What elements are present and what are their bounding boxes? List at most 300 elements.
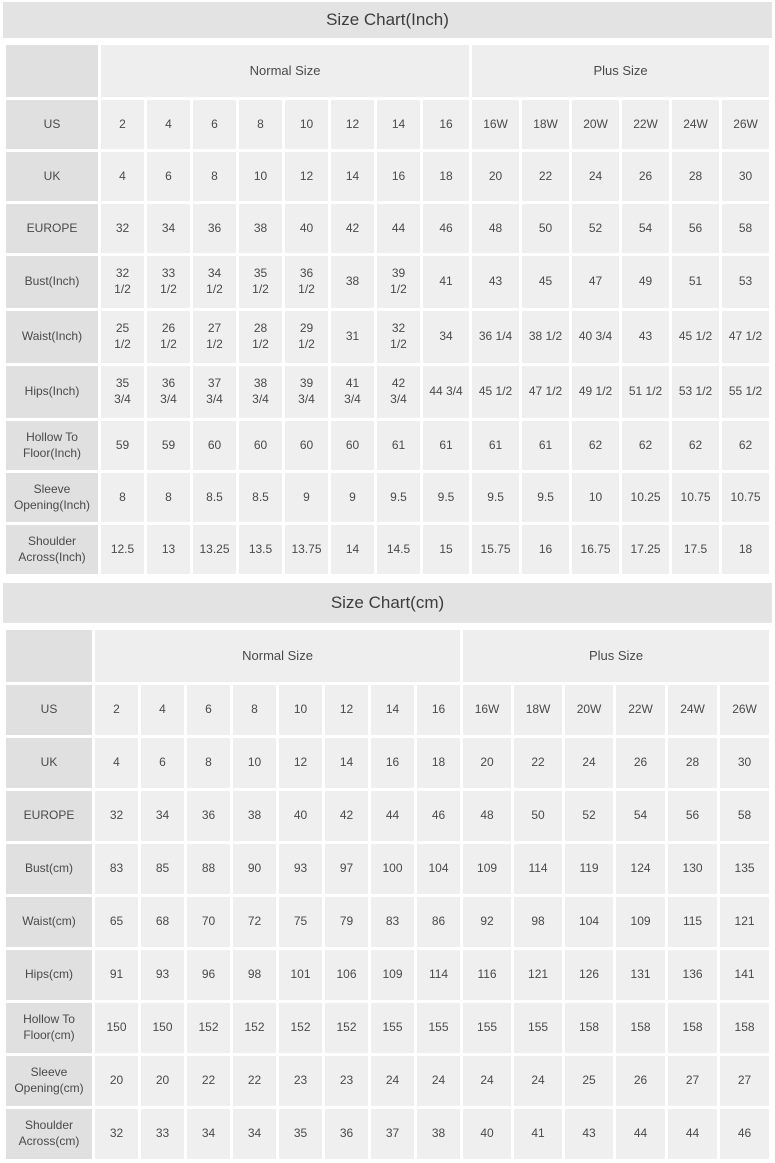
size-value-cell: 32	[101, 204, 144, 253]
size-value-cell: 38	[331, 256, 374, 308]
size-value-cell: 10	[233, 738, 276, 788]
size-value-cell: 109	[616, 897, 665, 947]
size-value-cell: 50	[514, 791, 562, 841]
size-value-cell: 35 3/4	[101, 366, 144, 418]
size-value-cell: 42	[331, 204, 374, 253]
size-value-cell: 9	[331, 473, 374, 522]
size-value-cell: 18W	[514, 685, 562, 735]
row-label: Hollow To Floor(Inch)	[6, 421, 98, 470]
size-value-cell: 59	[101, 421, 144, 470]
size-value-cell: 100	[371, 844, 414, 894]
size-value-cell: 24	[514, 1056, 562, 1106]
size-chart-cm-table	[3, 627, 772, 1162]
size-value-cell: 58	[720, 791, 769, 841]
size-value-cell: 152	[233, 1003, 276, 1053]
size-value-cell: 121	[720, 897, 769, 947]
size-value-cell: 58	[722, 204, 769, 253]
group-header-row	[6, 45, 769, 97]
size-value-cell: 22	[187, 1056, 230, 1106]
size-value-cell: 150	[95, 1003, 138, 1053]
size-value-cell: 24	[572, 152, 619, 201]
corner-cell	[6, 45, 98, 97]
table-row	[6, 152, 769, 201]
size-value-cell: 126	[565, 950, 613, 1000]
size-value-cell: 93	[279, 844, 322, 894]
size-value-cell: 47 1/2	[522, 366, 569, 418]
size-value-cell: 6	[141, 738, 184, 788]
size-value-cell: 30	[722, 152, 769, 201]
size-value-cell: 16	[423, 100, 469, 149]
size-value-cell: 2	[95, 685, 138, 735]
size-value-cell: 10	[239, 152, 282, 201]
table-row	[6, 1003, 769, 1053]
size-value-cell: 13.5	[239, 525, 282, 574]
size-value-cell: 61	[377, 421, 420, 470]
size-value-cell: 98	[233, 950, 276, 1000]
size-value-cell: 86	[417, 897, 460, 947]
size-value-cell: 116	[463, 950, 511, 1000]
size-value-cell: 22	[233, 1056, 276, 1106]
size-value-cell: 32 1/2	[101, 256, 144, 308]
row-label: US	[6, 685, 92, 735]
size-value-cell: 18	[722, 525, 769, 574]
size-value-cell: 155	[514, 1003, 562, 1053]
size-value-cell: 38	[233, 791, 276, 841]
size-value-cell: 9.5	[377, 473, 420, 522]
size-value-cell: 54	[622, 204, 669, 253]
size-value-cell: 8	[101, 473, 144, 522]
size-value-cell: 6	[187, 685, 230, 735]
size-value-cell: 37	[371, 1109, 414, 1159]
size-value-cell: 54	[616, 791, 665, 841]
size-value-cell: 135	[720, 844, 769, 894]
group-header-plus-size: Plus Size	[472, 45, 769, 97]
size-chart-cm-title: Size Chart(cm)	[3, 583, 772, 623]
size-value-cell: 20	[463, 738, 511, 788]
size-value-cell: 109	[463, 844, 511, 894]
size-value-cell: 25	[565, 1056, 613, 1106]
size-value-cell: 155	[463, 1003, 511, 1053]
size-value-cell: 15.75	[472, 525, 519, 574]
row-label: EUROPE	[6, 791, 92, 841]
size-value-cell: 16	[522, 525, 569, 574]
row-label: US	[6, 100, 98, 149]
size-value-cell: 39 1/2	[377, 256, 420, 308]
size-value-cell: 48	[472, 204, 519, 253]
size-value-cell: 49	[622, 256, 669, 308]
size-value-cell: 39 3/4	[285, 366, 328, 418]
size-value-cell: 43	[622, 311, 669, 363]
size-value-cell: 27	[720, 1056, 769, 1106]
size-value-cell: 12.5	[101, 525, 144, 574]
size-value-cell: 96	[187, 950, 230, 1000]
size-value-cell: 4	[147, 100, 190, 149]
size-value-cell: 24	[565, 738, 613, 788]
size-value-cell: 14	[331, 152, 374, 201]
size-value-cell: 24W	[668, 685, 717, 735]
size-value-cell: 18	[423, 152, 469, 201]
size-value-cell: 20	[472, 152, 519, 201]
size-value-cell: 56	[668, 791, 717, 841]
size-value-cell: 24	[371, 1056, 414, 1106]
size-value-cell: 14	[377, 100, 420, 149]
size-value-cell: 131	[616, 950, 665, 1000]
size-value-cell: 16W	[463, 685, 511, 735]
table-row	[6, 844, 769, 894]
size-value-cell: 152	[325, 1003, 368, 1053]
size-value-cell: 36	[325, 1109, 368, 1159]
size-value-cell: 155	[371, 1003, 414, 1053]
table-row	[6, 100, 769, 149]
table-row	[6, 1056, 769, 1106]
size-value-cell: 10.75	[672, 473, 719, 522]
size-value-cell: 158	[565, 1003, 613, 1053]
size-value-cell: 12	[279, 738, 322, 788]
size-value-cell: 10	[572, 473, 619, 522]
size-value-cell: 9.5	[472, 473, 519, 522]
row-label: Shoulder Across(cm)	[6, 1109, 92, 1159]
size-value-cell: 42	[325, 791, 368, 841]
size-value-cell: 41	[423, 256, 469, 308]
size-value-cell: 51 1/2	[622, 366, 669, 418]
table-row	[6, 473, 769, 522]
size-value-cell: 38 3/4	[239, 366, 282, 418]
size-value-cell: 23	[325, 1056, 368, 1106]
size-value-cell: 70	[187, 897, 230, 947]
size-value-cell: 47 1/2	[722, 311, 769, 363]
size-value-cell: 106	[325, 950, 368, 1000]
size-value-cell: 155	[417, 1003, 460, 1053]
size-value-cell: 9.5	[423, 473, 469, 522]
size-value-cell: 90	[233, 844, 276, 894]
size-value-cell: 121	[514, 950, 562, 1000]
size-value-cell: 47	[572, 256, 619, 308]
table-row	[6, 738, 769, 788]
size-value-cell: 9.5	[522, 473, 569, 522]
size-value-cell: 42 3/4	[377, 366, 420, 418]
row-label: Bust(cm)	[6, 844, 92, 894]
size-value-cell: 101	[279, 950, 322, 1000]
size-value-cell: 13	[147, 525, 190, 574]
size-value-cell: 28 1/2	[239, 311, 282, 363]
size-value-cell: 30	[720, 738, 769, 788]
size-value-cell: 44	[668, 1109, 717, 1159]
size-value-cell: 59	[147, 421, 190, 470]
size-value-cell: 34	[147, 204, 190, 253]
size-value-cell: 32	[95, 1109, 138, 1159]
size-value-cell: 22W	[616, 685, 665, 735]
row-label: Shoulder Across(Inch)	[6, 525, 98, 574]
size-value-cell: 44	[377, 204, 420, 253]
size-value-cell: 36 3/4	[147, 366, 190, 418]
table-row	[6, 791, 769, 841]
row-label: Waist(Inch)	[6, 311, 98, 363]
size-value-cell: 141	[720, 950, 769, 1000]
size-value-cell: 62	[672, 421, 719, 470]
size-value-cell: 61	[522, 421, 569, 470]
size-value-cell: 53	[722, 256, 769, 308]
row-label: Waist(cm)	[6, 897, 92, 947]
row-label: Hips(Inch)	[6, 366, 98, 418]
size-value-cell: 17.5	[672, 525, 719, 574]
size-value-cell: 62	[572, 421, 619, 470]
size-value-cell: 20W	[572, 100, 619, 149]
size-value-cell: 36	[193, 204, 236, 253]
size-value-cell: 34	[423, 311, 469, 363]
table-row	[6, 1109, 769, 1159]
size-value-cell: 35 1/2	[239, 256, 282, 308]
size-value-cell: 72	[233, 897, 276, 947]
size-value-cell: 26	[622, 152, 669, 201]
size-value-cell: 130	[668, 844, 717, 894]
size-value-cell: 55 1/2	[722, 366, 769, 418]
row-label: Hips(cm)	[6, 950, 92, 1000]
table-row	[6, 366, 769, 418]
size-value-cell: 31	[331, 311, 374, 363]
table-row	[6, 950, 769, 1000]
size-value-cell: 48	[463, 791, 511, 841]
size-value-cell: 14	[325, 738, 368, 788]
size-value-cell: 36 1/4	[472, 311, 519, 363]
size-value-cell: 38	[417, 1109, 460, 1159]
size-value-cell: 114	[514, 844, 562, 894]
size-value-cell: 88	[187, 844, 230, 894]
size-value-cell: 13.25	[193, 525, 236, 574]
size-value-cell: 34	[233, 1109, 276, 1159]
size-value-cell: 4	[95, 738, 138, 788]
size-value-cell: 152	[279, 1003, 322, 1053]
size-value-cell: 22W	[622, 100, 669, 149]
size-value-cell: 61	[423, 421, 469, 470]
size-value-cell: 16	[417, 685, 460, 735]
size-value-cell: 114	[417, 950, 460, 1000]
size-value-cell: 50	[522, 204, 569, 253]
group-header-normal-size: Normal Size	[95, 630, 460, 682]
size-value-cell: 92	[463, 897, 511, 947]
row-label: Sleeve Opening(Inch)	[6, 473, 98, 522]
size-value-cell: 60	[239, 421, 282, 470]
size-value-cell: 43	[472, 256, 519, 308]
size-value-cell: 14	[371, 685, 414, 735]
size-value-cell: 29 1/2	[285, 311, 328, 363]
size-value-cell: 40	[463, 1109, 511, 1159]
size-value-cell: 51	[672, 256, 719, 308]
size-value-cell: 97	[325, 844, 368, 894]
row-label: EUROPE	[6, 204, 98, 253]
size-value-cell: 85	[141, 844, 184, 894]
size-value-cell: 26	[616, 1056, 665, 1106]
size-value-cell: 68	[141, 897, 184, 947]
size-value-cell: 119	[565, 844, 613, 894]
size-value-cell: 16W	[472, 100, 519, 149]
size-value-cell: 150	[141, 1003, 184, 1053]
size-value-cell: 32 1/2	[377, 311, 420, 363]
size-value-cell: 40	[279, 791, 322, 841]
size-value-cell: 34 1/2	[193, 256, 236, 308]
size-value-cell: 60	[285, 421, 328, 470]
size-value-cell: 62	[622, 421, 669, 470]
size-value-cell: 10.25	[622, 473, 669, 522]
size-value-cell: 16	[377, 152, 420, 201]
size-value-cell: 40 3/4	[572, 311, 619, 363]
size-value-cell: 8.5	[193, 473, 236, 522]
size-value-cell: 10	[279, 685, 322, 735]
size-value-cell: 109	[371, 950, 414, 1000]
size-value-cell: 115	[668, 897, 717, 947]
size-value-cell: 10.75	[722, 473, 769, 522]
size-value-cell: 49 1/2	[572, 366, 619, 418]
size-value-cell: 152	[187, 1003, 230, 1053]
size-value-cell: 23	[279, 1056, 322, 1106]
size-value-cell: 38	[239, 204, 282, 253]
size-value-cell: 65	[95, 897, 138, 947]
size-value-cell: 20	[95, 1056, 138, 1106]
size-value-cell: 61	[472, 421, 519, 470]
size-value-cell: 20	[141, 1056, 184, 1106]
size-value-cell: 13.75	[285, 525, 328, 574]
size-value-cell: 45 1/2	[672, 311, 719, 363]
size-value-cell: 14.5	[377, 525, 420, 574]
size-value-cell: 56	[672, 204, 719, 253]
size-value-cell: 26W	[720, 685, 769, 735]
group-header-normal-size: Normal Size	[101, 45, 469, 97]
size-value-cell: 26	[616, 738, 665, 788]
size-chart-inch-table	[3, 42, 772, 577]
size-value-cell: 28	[668, 738, 717, 788]
size-value-cell: 2	[101, 100, 144, 149]
row-label: Sleeve Opening(cm)	[6, 1056, 92, 1106]
row-label: Hollow To Floor(cm)	[6, 1003, 92, 1053]
size-value-cell: 24W	[672, 100, 719, 149]
row-label: Bust(Inch)	[6, 256, 98, 308]
size-value-cell: 98	[514, 897, 562, 947]
size-chart-inch-section	[3, 2, 772, 577]
size-value-cell: 8.5	[239, 473, 282, 522]
table-row	[6, 311, 769, 363]
size-value-cell: 27 1/2	[193, 311, 236, 363]
size-value-cell: 45	[522, 256, 569, 308]
size-value-cell: 136	[668, 950, 717, 1000]
size-value-cell: 34	[187, 1109, 230, 1159]
size-value-cell: 93	[141, 950, 184, 1000]
size-value-cell: 8	[187, 738, 230, 788]
size-value-cell: 12	[325, 685, 368, 735]
size-value-cell: 24	[417, 1056, 460, 1106]
size-value-cell: 44	[371, 791, 414, 841]
size-value-cell: 41 3/4	[331, 366, 374, 418]
size-value-cell: 4	[141, 685, 184, 735]
group-header-row	[6, 630, 769, 682]
size-value-cell: 24	[463, 1056, 511, 1106]
table-row	[6, 204, 769, 253]
size-value-cell: 18	[417, 738, 460, 788]
size-value-cell: 33	[141, 1109, 184, 1159]
size-value-cell: 33 1/2	[147, 256, 190, 308]
size-value-cell: 34	[141, 791, 184, 841]
size-value-cell: 9	[285, 473, 328, 522]
size-value-cell: 18W	[522, 100, 569, 149]
size-value-cell: 43	[565, 1109, 613, 1159]
size-value-cell: 4	[101, 152, 144, 201]
size-chart-inch-title: Size Chart(Inch)	[3, 2, 772, 38]
size-value-cell: 53 1/2	[672, 366, 719, 418]
size-value-cell: 83	[95, 844, 138, 894]
size-value-cell: 75	[279, 897, 322, 947]
size-value-cell: 52	[565, 791, 613, 841]
size-value-cell: 45 1/2	[472, 366, 519, 418]
size-chart-cm-section	[3, 583, 772, 1162]
size-value-cell: 124	[616, 844, 665, 894]
size-value-cell: 60	[331, 421, 374, 470]
table-row	[6, 897, 769, 947]
size-value-cell: 46	[423, 204, 469, 253]
size-value-cell: 20W	[565, 685, 613, 735]
size-value-cell: 62	[722, 421, 769, 470]
size-value-cell: 27	[668, 1056, 717, 1106]
size-value-cell: 104	[417, 844, 460, 894]
size-value-cell: 46	[720, 1109, 769, 1159]
size-value-cell: 10	[285, 100, 328, 149]
size-value-cell: 36	[187, 791, 230, 841]
size-value-cell: 16	[371, 738, 414, 788]
size-value-cell: 6	[193, 100, 236, 149]
size-value-cell: 158	[616, 1003, 665, 1053]
size-value-cell: 25 1/2	[101, 311, 144, 363]
size-value-cell: 14	[331, 525, 374, 574]
size-value-cell: 22	[514, 738, 562, 788]
size-value-cell: 26W	[722, 100, 769, 149]
group-header-plus-size: Plus Size	[463, 630, 769, 682]
row-label: UK	[6, 738, 92, 788]
size-value-cell: 37 3/4	[193, 366, 236, 418]
size-value-cell: 83	[371, 897, 414, 947]
size-value-cell: 26 1/2	[147, 311, 190, 363]
size-value-cell: 38 1/2	[522, 311, 569, 363]
size-value-cell: 41	[514, 1109, 562, 1159]
table-row	[6, 421, 769, 470]
size-value-cell: 16.75	[572, 525, 619, 574]
size-value-cell: 6	[147, 152, 190, 201]
size-value-cell: 8	[147, 473, 190, 522]
size-value-cell: 44	[616, 1109, 665, 1159]
row-label: UK	[6, 152, 98, 201]
size-value-cell: 60	[193, 421, 236, 470]
size-value-cell: 8	[239, 100, 282, 149]
size-value-cell: 32	[95, 791, 138, 841]
size-value-cell: 12	[285, 152, 328, 201]
size-value-cell: 104	[565, 897, 613, 947]
size-value-cell: 15	[423, 525, 469, 574]
size-value-cell: 8	[193, 152, 236, 201]
size-value-cell: 52	[572, 204, 619, 253]
table-row	[6, 685, 769, 735]
size-value-cell: 28	[672, 152, 719, 201]
size-value-cell: 44 3/4	[423, 366, 469, 418]
size-value-cell: 22	[522, 152, 569, 201]
size-value-cell: 8	[233, 685, 276, 735]
size-value-cell: 35	[279, 1109, 322, 1159]
size-value-cell: 17.25	[622, 525, 669, 574]
table-row	[6, 525, 769, 574]
corner-cell	[6, 630, 92, 682]
size-value-cell: 79	[325, 897, 368, 947]
size-value-cell: 158	[668, 1003, 717, 1053]
size-value-cell: 46	[417, 791, 460, 841]
table-row	[6, 256, 769, 308]
size-value-cell: 158	[720, 1003, 769, 1053]
size-value-cell: 36 1/2	[285, 256, 328, 308]
size-value-cell: 12	[331, 100, 374, 149]
